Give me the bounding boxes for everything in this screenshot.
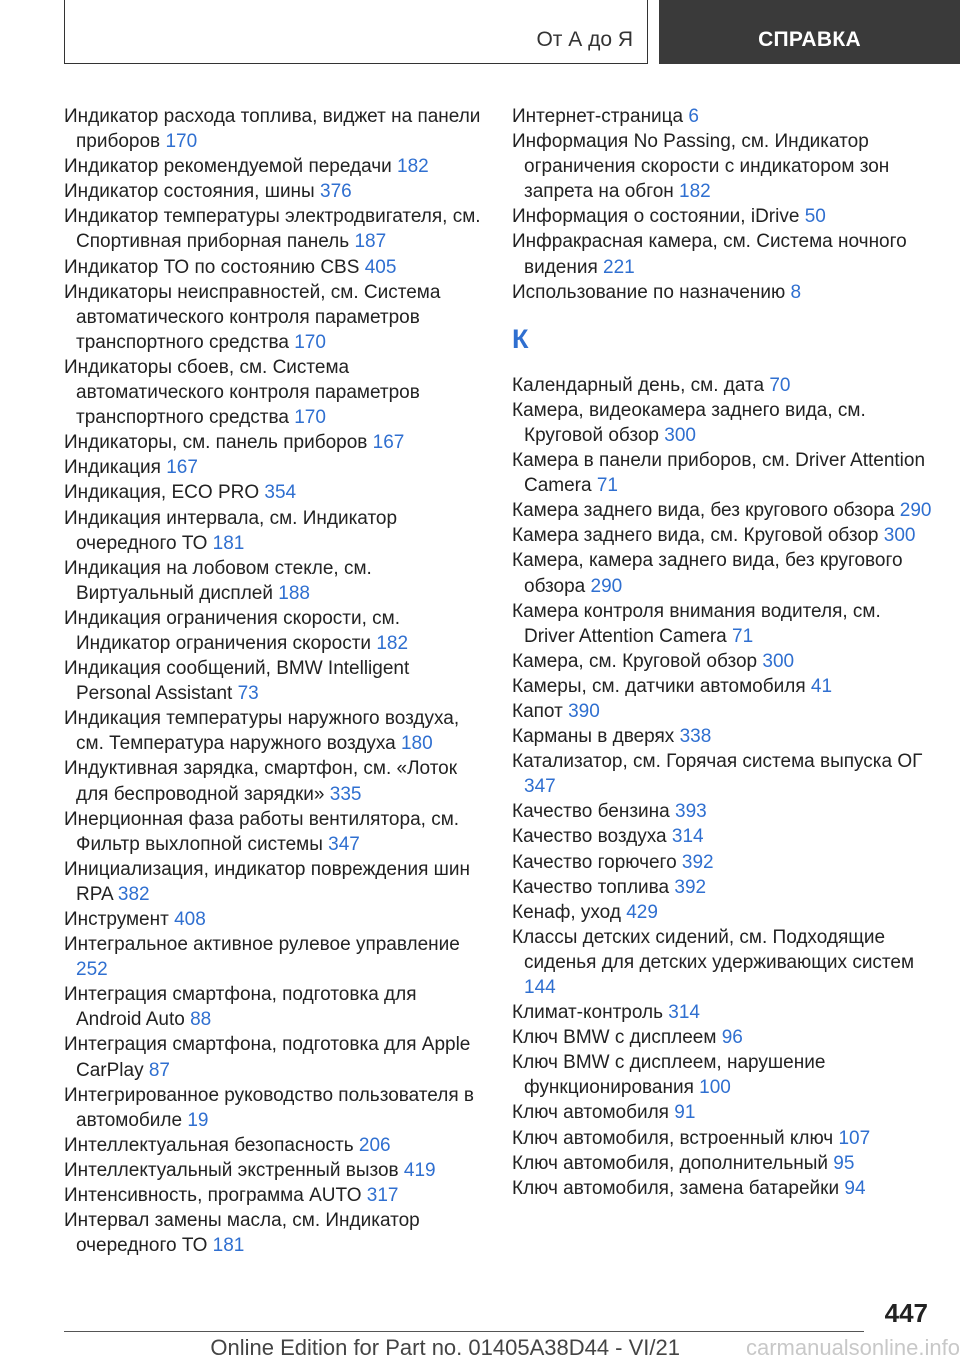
page-number: 447 [884, 1298, 928, 1328]
index-entry-text: Камера, см. Круговой обзор [512, 650, 758, 672]
index-page-link[interactable]: 290 [590, 575, 623, 597]
index-page-link[interactable]: 300 [762, 650, 795, 672]
index-entry-text: Интегральное активное рулевое управление [64, 934, 460, 956]
index-page-link[interactable]: 144 [524, 977, 556, 998]
index-entry-text: Кенаф, уход [512, 901, 621, 923]
index-group-k [512, 373, 932, 1201]
index-page-link[interactable]: 19 [187, 1109, 209, 1131]
index-page-link[interactable]: 429 [626, 901, 658, 923]
index-entry-text: Капот [512, 700, 563, 722]
index-page-link[interactable]: 252 [76, 959, 108, 981]
index-entry [64, 556, 484, 606]
index-entry [64, 104, 484, 154]
index-entry [64, 706, 484, 756]
index-page-link[interactable]: 347 [524, 776, 556, 798]
footer [0, 1335, 960, 1361]
index-entry-text: Индикатор ТО по состоянию CBS [64, 256, 360, 278]
index-entry [64, 355, 484, 430]
index-entry-text: Камеры, см. датчики автомобиля [512, 675, 806, 697]
index-page-link[interactable]: 300 [664, 424, 696, 446]
index-page-link[interactable]: 95 [833, 1152, 855, 1174]
index-page-link[interactable]: 170 [165, 131, 198, 153]
index-entry [512, 523, 932, 548]
index-page-link[interactable]: 300 [883, 525, 916, 547]
index-entry-text: Индикация [64, 457, 161, 479]
index-page-link[interactable]: 206 [358, 1134, 391, 1156]
index-entry-text: Инструмент [64, 909, 169, 930]
header-chapter-tab [659, 0, 960, 64]
index-page-link[interactable]: 50 [804, 206, 826, 228]
index-page-link[interactable]: 392 [674, 876, 707, 898]
index-entry-text: Ключ автомобиля, дополнительный [512, 1152, 828, 1174]
index-page-link[interactable]: 71 [732, 625, 754, 647]
index-entry-text: Ключ автомобиля, встроенный ключ [512, 1127, 834, 1149]
index-entry-text: Интегрированное руководство пользователя в автомобиле [64, 1084, 474, 1131]
index-entry [512, 599, 932, 649]
index-page-link[interactable]: 71 [596, 475, 618, 497]
index-entry-text: Инерционная фаза работы вентилятора, см. Фильтр выхлопной системы [64, 808, 460, 855]
index-entry-text: Индуктивная зарядка, смартфон, см. «Лоток для беспроводной зарядки» [64, 758, 458, 805]
index-entry-text: Камера в панели приборов, см. Driver Attention Camera [512, 450, 926, 497]
index-entry [64, 1208, 484, 1258]
index-page-link[interactable]: 73 [237, 683, 259, 705]
index-entry-text: Интервал замены масла, см. Индикатор очередного ТО [64, 1210, 420, 1257]
index-entry [64, 807, 484, 857]
index-page-link[interactable]: 100 [699, 1077, 731, 1099]
index-page-link[interactable]: 167 [372, 432, 405, 454]
index-entry-text: Интеллектуальный экстренный вызов [64, 1159, 399, 1181]
index-entry-text: Информация о состоянии, iDrive [512, 206, 800, 228]
index-entry-text: Качество горючего [512, 851, 677, 873]
index-entry-text: Индикаторы неисправностей, см. Система автоматического контроля параметров транспортного средства [64, 281, 441, 353]
index-page-link[interactable]: 170 [294, 331, 326, 353]
index-entry-text: Интенсивность, программа AUTO [64, 1185, 362, 1207]
index-entry-text: Индикатор температуры электродвигателя, см. Спортивная приборная панель [64, 206, 481, 253]
index-entry [512, 129, 932, 204]
index-entry [64, 179, 484, 204]
index-entry [512, 104, 932, 129]
index-entry-text: Индикатор расхода топлива, виджет на панели приборов [64, 106, 481, 153]
index-entry [512, 875, 932, 900]
index-entry [512, 699, 932, 724]
index-entry-text: Индикация на лобовом стекле, см. Виртуальный дисплей [64, 557, 372, 604]
index-entry-text: Интеграция смартфона, подготовка для Android Auto [64, 984, 417, 1031]
index-entry [64, 1133, 484, 1158]
index-page-link[interactable]: 181 [212, 532, 245, 554]
index-entry-text: Индикация, ECO PRO [64, 482, 260, 504]
index-entry [512, 850, 932, 875]
index-page-link[interactable]: 408 [174, 909, 206, 930]
index-entry-text: Карманы в дверях [512, 726, 675, 748]
index-entry [512, 799, 932, 824]
index-entry-text: Индикация ограничения скорости, см. Индикатор ограничения скорости [64, 607, 401, 654]
index-page-link[interactable]: 94 [844, 1177, 866, 1199]
index-entry [64, 455, 484, 480]
index-entry-text: Качество топлива [512, 876, 670, 898]
index-entry [512, 280, 932, 305]
index-entry [512, 1176, 932, 1201]
index-entry [64, 1083, 484, 1133]
index-entry-text: Камера заднего вида, см. Круговой обзор [512, 525, 879, 547]
index-column-right [512, 104, 932, 1201]
index-entry [512, 1151, 932, 1176]
index-page-link[interactable]: 91 [674, 1102, 696, 1124]
index-page-link[interactable]: 317 [366, 1185, 399, 1207]
index-group-i [512, 104, 932, 305]
index-entry [512, 548, 932, 598]
index-entry-text: Интернет-страница [512, 106, 684, 127]
index-entry [64, 756, 484, 806]
index-entry [64, 480, 484, 505]
index-entry [64, 430, 484, 455]
index-page-link[interactable]: 376 [320, 181, 352, 203]
index-entry-text: Индикация сообщений, BMW Intelligent Personal Assistant [64, 658, 410, 705]
index-entry-text: Ключ BMW с дисплеем [512, 1027, 717, 1049]
index-page-link[interactable]: 382 [117, 883, 150, 905]
index-entry [512, 448, 932, 498]
index-entry [512, 1100, 932, 1125]
index-page-link[interactable]: 70 [769, 374, 791, 396]
index-page-link[interactable]: 107 [838, 1127, 871, 1149]
index-entry [512, 498, 932, 523]
index-entry [512, 900, 932, 925]
index-entry-text: Климат-контроль [512, 1002, 663, 1024]
index-page-link[interactable]: 354 [264, 482, 297, 504]
index-page-link[interactable]: 187 [354, 231, 387, 253]
index-entry [512, 724, 932, 749]
index-entry-text: Интеллектуальная безопасность [64, 1134, 354, 1156]
header-chapter-title: СПРАВКА [758, 28, 861, 51]
index-entry-text: Качество бензина [512, 801, 670, 823]
index-entry-text: Камера, камера заднего вида, без кругового обзора [512, 550, 903, 597]
index-entry [512, 824, 932, 849]
index-page-link[interactable]: 390 [568, 700, 600, 722]
index-entry [512, 674, 932, 699]
index-entry-text: Камера контроля внимания водителя, см. Driver Attention Camera [512, 600, 881, 647]
index-entry [512, 398, 932, 448]
index-entry [64, 1158, 484, 1183]
section-letter: К [512, 323, 529, 354]
index-page-link[interactable]: 335 [329, 783, 362, 805]
index-entry [64, 204, 484, 254]
footer-divider [64, 1331, 864, 1332]
index-entry-text: Информация No Passing, см. Индикатор ограничения скорости с индикатором зон запрета на обгон [512, 131, 890, 203]
footer-watermark: carmanualsonline.info [745, 1335, 960, 1360]
header-section-tab [64, 0, 648, 64]
index-column-left [64, 104, 484, 1258]
index-entry [64, 857, 484, 907]
index-page-link[interactable]: 96 [721, 1027, 743, 1049]
index-entry [512, 749, 932, 799]
index-page-link[interactable]: 87 [148, 1059, 170, 1081]
index-entry [64, 280, 484, 355]
index-entry [64, 1183, 484, 1208]
index-page-link[interactable]: 392 [681, 851, 714, 873]
index-entry [64, 932, 484, 982]
index-entry [512, 1050, 932, 1100]
index-page-link[interactable]: 180 [400, 733, 433, 755]
index-entry [512, 925, 932, 1000]
index-entry-text: Индикатор рекомендуемой передачи [64, 156, 392, 178]
index-entry-text: Катализатор, см. Горячая система выпуска ОГ [512, 751, 923, 773]
footer-edition: Online Edition for Part no. 01405A38D44 - VI/21 [210, 1335, 680, 1360]
index-page-link[interactable]: 8 [790, 281, 802, 303]
index-entry [512, 1126, 932, 1151]
index-entry [64, 506, 484, 556]
index-entry [512, 649, 932, 674]
index-page-link[interactable]: 181 [212, 1235, 245, 1257]
index-entry-text: Инфракрасная камера, см. Система ночного видения [512, 231, 907, 278]
index-entry [64, 656, 484, 706]
index-page-link[interactable]: 88 [190, 1009, 212, 1031]
index-page-link[interactable]: 314 [671, 826, 704, 848]
index-entry [64, 154, 484, 179]
index-entry [512, 229, 932, 279]
index-entry-text: Индикация интервала, см. Индикатор очередного ТО [64, 507, 398, 554]
index-entry-text: Качество воздуха [512, 826, 667, 848]
index-entry [512, 1025, 932, 1050]
index-entry-text: Ключ BMW с дисплеем, нарушение функционирования [512, 1052, 826, 1099]
index-page-link[interactable]: 290 [899, 500, 932, 522]
index-entry [64, 606, 484, 656]
index-entry-text: Индикация температуры наружного воздуха, см. Температура наружного воздуха [64, 708, 460, 755]
index-page-link[interactable]: 182 [679, 181, 711, 203]
index-entry [64, 907, 484, 932]
index-page-link[interactable]: 170 [294, 407, 326, 429]
index-page-link[interactable]: 188 [278, 582, 310, 604]
index-page-link[interactable]: 182 [376, 632, 409, 654]
index-entry-text: Камера заднего вида, без кругового обзора [512, 500, 895, 522]
index-page-link[interactable]: 419 [403, 1159, 436, 1181]
index-page-link[interactable]: 405 [364, 256, 397, 278]
index-page-link[interactable]: 347 [328, 833, 360, 855]
index-entry [64, 982, 484, 1032]
index-page-link[interactable]: 182 [397, 156, 429, 178]
index-entry-text: Ключ автомобиля, замена батарейки [512, 1177, 840, 1199]
header-section-title: От А до Я [536, 28, 633, 51]
index-page-link[interactable]: 41 [810, 675, 833, 697]
index-entry [512, 373, 932, 398]
index-entry [512, 1000, 932, 1025]
index-entry-text: Индикаторы, см. панель приборов [64, 432, 368, 454]
index-page-link[interactable]: 314 [668, 1002, 700, 1024]
index-entry-text: Использование по назначению [512, 281, 786, 303]
index-entry-text: Интеграция смартфона, подготовка для Apple CarPlay [64, 1034, 471, 1081]
index-page-link[interactable]: 167 [166, 457, 198, 479]
index-entry-text: Ключ автомобиля [512, 1102, 669, 1124]
index-entry-text: Календарный день, см. дата [512, 374, 765, 396]
index-entry [64, 255, 484, 280]
index-entry-text: Инициализация, индикатор повреждения шин RPA [64, 858, 470, 905]
index-page-link[interactable]: 221 [603, 256, 635, 278]
index-page-link[interactable]: 338 [679, 726, 712, 748]
index-entry-text: Классы детских сидений, см. Подходящие сиденья для детских удерживающих систем [512, 926, 915, 973]
index-page-link[interactable]: 6 [688, 106, 699, 127]
index-entry-text: Камера, видеокамера заднего вида, см. Круговой обзор [512, 399, 866, 446]
index-entry-text: Индикатор состояния, шины [64, 181, 315, 203]
index-entry [64, 1032, 484, 1082]
index-page-link[interactable]: 393 [675, 801, 707, 823]
index-entry-text: Индикаторы сбоев, см. Система автоматического контроля параметров транспортного средства [64, 356, 420, 429]
index-entry [512, 204, 932, 229]
